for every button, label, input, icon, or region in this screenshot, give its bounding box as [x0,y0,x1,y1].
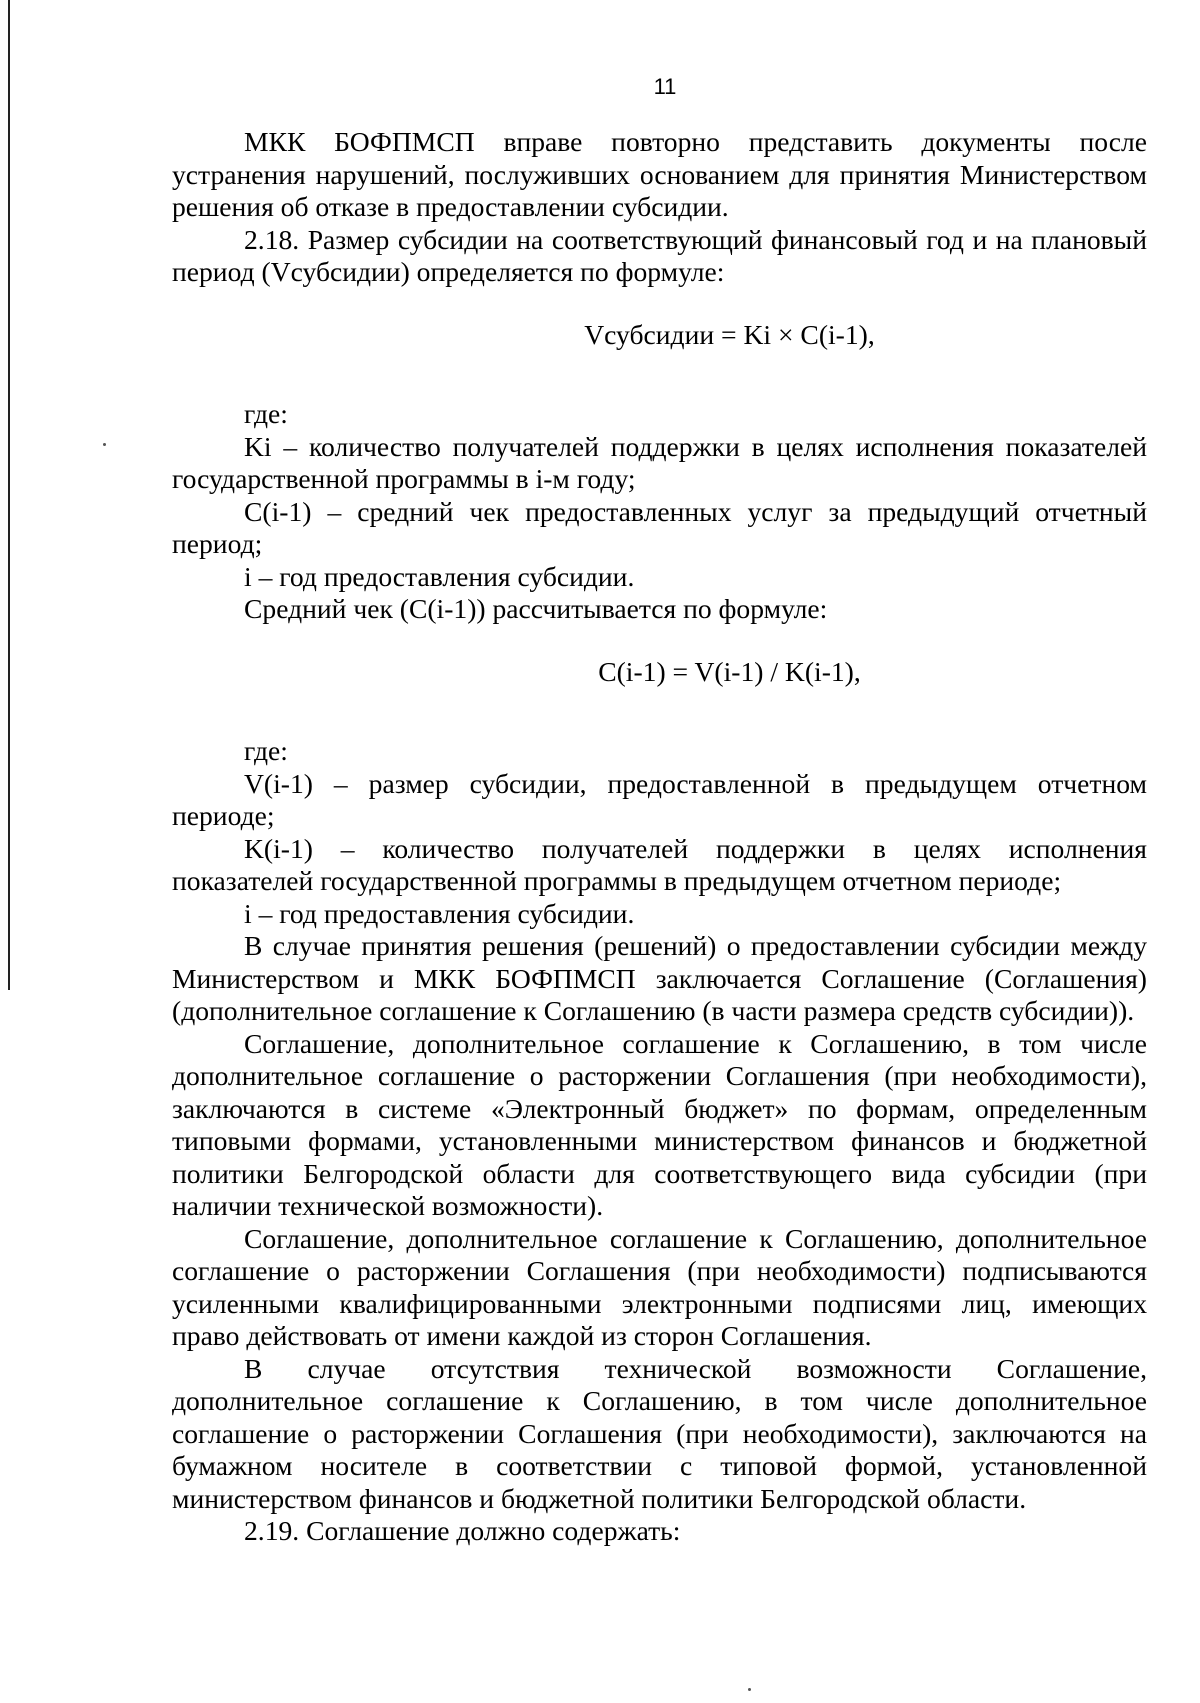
where-label-1: где: [244,398,288,429]
paragraph-electronic-budget: Соглашение, дополнительное соглашение к Соглашению, в том числе дополнительное соглашение о расторжении Соглашения (при необходимости), заключаются в системе «Электронный бюджет» по формам, определенным типовыми формами, установленными министерством финансов и бюджетной политики Белгородской области для соответствующего вида субсидии (при наличии технической возможности). [172,1027,1147,1221]
paragraph-agreement-conclusion: В случае принятия решения (решений) о предоставлении субсидии между Министерством и МКК БОФПМСП заключается Соглашение (Соглашения) (дополнительное соглашение к Соглашению (в части размера средств субсидии)). [172,930,1147,1026]
paragraph-resubmit: МКК БОФПМСП вправе повторно представить документы после устранения нарушений, послуживших основанием для принятия Министерством решения об отказе в предоставлении субсидии. [172,126,1147,222]
paragraph-signatures: Соглашение, дополнительное соглашение к Соглашению, дополнительное соглашение о расторжении Соглашения (при необходимости) подписываются усиленными квалифицированными электронными подписями лиц, имеющих право действовать от имени каждой из сторон Соглашения. [172,1222,1147,1351]
formula-average-check: C(i-1) = V(i-1) / K(i-1), [598,655,861,687]
definition-c: C(i-1) – средний чек предоставленных услуг за предыдущий отчетный период; [172,495,1147,559]
scan-speck [103,443,106,446]
formula-subsidy: Vсубсидии = Ki × C(i-1), [584,318,875,350]
document-body [172,126,1147,1548]
paragraph-2-19: 2.19. Соглашение должно содержать: [244,1515,681,1546]
definition-ki: Ki – количество получателей поддержки в целях исполнения показателей государственной программы в i-м году; [172,430,1147,494]
average-check-intro: Средний чек (C(i-1)) рассчитывается по формуле: [244,593,828,624]
scan-speck [748,1688,751,1691]
where-label-2: где: [244,735,288,766]
definition-v: V(i-1) – размер субсидии, предоставленной в предыдущем отчетном периоде; [172,767,1147,831]
definition-i: i – год предоставления субсидии. [244,560,635,592]
definition-i-2: i – год предоставления субсидии. [244,897,635,929]
scan-edge-line [8,0,10,990]
definition-k: K(i-1) – количество получателей поддержки в целях исполнения показателей государственной программы в предыдущем отчетном периоде; [172,832,1147,896]
paragraph-paper-form: В случае отсутствия технической возможности Соглашение, дополнительное соглашение к Соглашению, в том числе дополнительное соглашение о расторжении Соглашения (при необходимости), заключаются на бумажном носителе в соответствии с типовой формой, установленной министерством финансов и бюджетной политики Белгородской области. [172,1352,1147,1514]
page-number: 11 [653,74,677,99]
paragraph-2-18: 2.18. Размер субсидии на соответствующий финансовый год и на плановый период (Vсубсидии) определяется по формуле: [172,223,1147,287]
